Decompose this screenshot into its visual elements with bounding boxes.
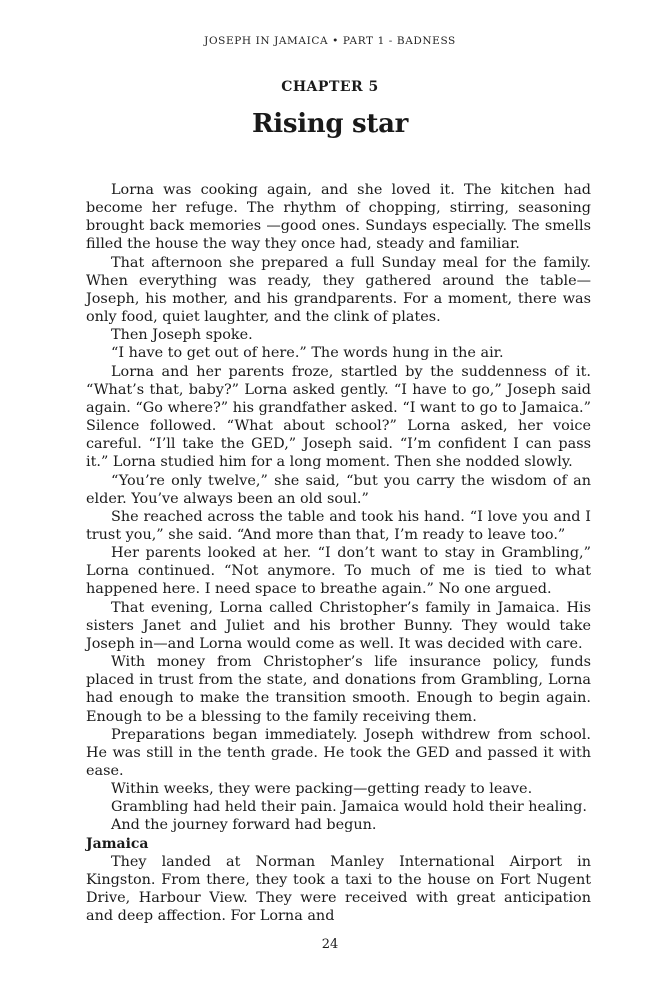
paragraph: She reached across the table and took his hand. “I love you and I trust you,” she said. “And more than that, I’m ready to leave too.” [86, 508, 591, 543]
body-text [86, 181, 591, 925]
chapter-label: CHAPTER 5 [281, 79, 379, 95]
paragraph: They landed at Norman Manley International Airport in Kingston. From there, they took a taxi to the house on Fort Nugent Drive, Harbour View. They were received with great anticipation and deep affection. For Lorna and [86, 853, 591, 925]
paragraph: Her parents looked at her. “I don’t want to stay in Grambling,” Lorna continued. “Not anymore. To much of me is tied to what happened here. I need space to breathe again.” No one argued. [86, 545, 591, 598]
running-header: JOSEPH IN JAMAICA • PART 1 - BADNESS [204, 35, 456, 47]
chapter-title: Rising star [251, 109, 409, 139]
paragraph: Then Joseph spoke. [111, 327, 253, 344]
paragraph: Lorna and her parents froze, startled by the suddenness of it. “What’s that, baby?” Lorna asked gently. “I have to go,” Joseph said again. “Go where?” his grandfather asked. “I want to go to Jamaica.” Silence followed. “What about school?” Lorna asked, her voice careful. “I’ll take the GED,” Joseph said. “I’m confident I can pass it.” Lorna studied him for a long moment. Then she nodded slowly. [86, 363, 591, 471]
page-number: 24 [321, 937, 339, 952]
paragraph: Preparations began immediately. Joseph withdrew from school. He was still in the tenth grade. He took the GED and passed it with ease. [86, 726, 591, 779]
paragraph: Within weeks, they were packing—getting ready to leave. [111, 781, 533, 798]
paragraph: That evening, Lorna called Christopher’s family in Jamaica. His sisters Janet and Juliet and his brother Bunny. They would take Joseph in—and Lorna would come as well. It was decided with care. [86, 599, 591, 652]
paragraph: Grambling had held their pain. Jamaica would hold their healing. [111, 799, 587, 816]
paragraph: Lorna was cooking again, and she loved it. The kitchen had become her refuge. The rhythm of chopping, stirring, seasoning brought back memories —good ones. Sundays especially. The smells filled the house the way they once had, steady and familiar. [86, 182, 591, 253]
paragraph: With money from Christopher’s life insurance policy, funds placed in trust from the state, and donations from Grambling, Lorna had enough to make the transition smooth. Enough to begin again. Enough to be a blessing to the family receiving them. [86, 654, 591, 725]
paragraph: “You’re only twelve,” she said, “but you carry the wisdom of an elder. You’ve always been an old soul.” [86, 472, 591, 507]
paragraph: And the journey forward had begun. [111, 817, 377, 834]
paragraph: That afternoon she prepared a full Sunday meal for the family. When everything was ready, they gathered around the table—Joseph, his mother, and his grandparents. For a moment, there was only food, quiet laughter, and the clink of plates. [86, 254, 591, 326]
section-subheading: Jamaica [86, 835, 149, 852]
paragraph: “I have to get out of here.” The words hung in the air. [111, 345, 504, 362]
